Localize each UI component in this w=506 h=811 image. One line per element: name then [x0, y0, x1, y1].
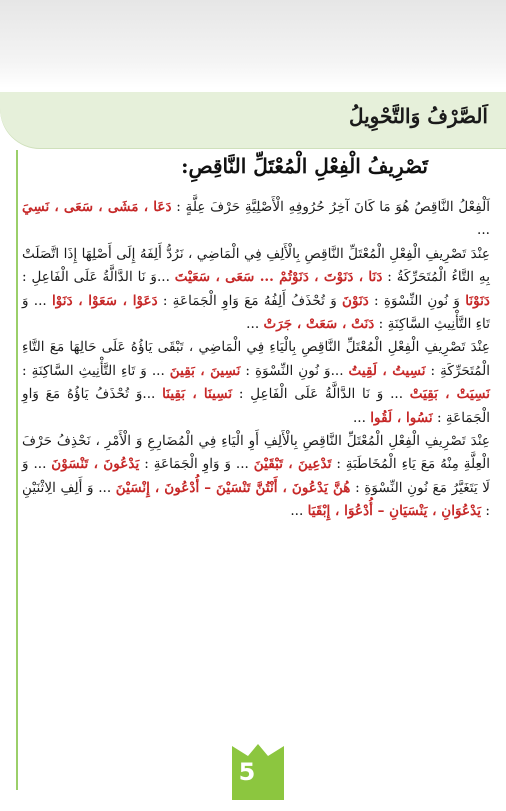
- rule-text: ... وَ لَا يَتَغَيَّرُ مَعَ نُونِ النِّسْوَةِ :: [22, 456, 491, 496]
- rule-text: ...: [352, 409, 371, 426]
- rule-text: اَلْفِعْلُ النَّاقِصُ هُوَ مَا كَانَ آخِرُ حُرُوفِهِ الْأَصْلِيَّةِ حَرْفَ عِلَّةٍ :: [171, 199, 491, 215]
- example-words: نَسِينَ ، بَقِينَ: [169, 362, 241, 379]
- rule-text: عِنْدَ تَصْرِيفِ الْفِعْلِ الْمُعْتَلِّ النَّاقِصِ بِالْيَاءِ فِي الْمَاضِي ، تَبْقَى يَاؤُهُ عَلَى حَالِهَا مَعَ التَّاءِ الْمُتَحَرِّكَةِ :: [22, 339, 491, 379]
- rule-text: وَ تُحْذَفُ أَلِفُهُ مَعَ وَاوِ الْجَمَاعَةِ :: [157, 292, 342, 309]
- rule-text: ... وَ وَاوِ الْجَمَاعَةِ :: [139, 456, 254, 473]
- rule-text: ... وَ تَاءِ التَّأْنِيثِ السَّاكِنَةِ :: [22, 362, 170, 379]
- example-words: نَسِيَتْ ، بَقِيَتْ: [409, 386, 490, 403]
- example-words: يَدْعُوَانِ ، يَنْسَيَانِ – أُدْعُوَا ، إِبْقَيَا: [307, 503, 482, 520]
- example-words: دَنَوْنَ: [341, 292, 369, 309]
- rule-text: ... وَ تَاءِ التَّأْنِيثِ السَّاكِنَةِ :: [22, 292, 490, 333]
- lesson-paragraph: [22, 336, 490, 430]
- lesson-paragraph: [22, 243, 490, 337]
- lesson-paragraph: [22, 196, 490, 243]
- rule-text: ...: [246, 316, 264, 333]
- rule-text: ...وَ نَا الدَّالَّةُ عَلَى الْفَاعِلِ :: [22, 269, 175, 286]
- rule-text: ...: [290, 503, 308, 520]
- rule-text: وَ نُونِ النِّسْوَةِ :: [368, 292, 466, 309]
- example-words: تَدْعِينَ ، تَبْقَيْنَ: [253, 456, 332, 473]
- rule-text: عِنْدَ تَصْرِيفِ الْفِعْلِ الْمُعْتَلِّ النَّاقِصِ بِالْأَلِفِ فِي الْمَاضِي ، نَرُدُّ أَلِفَهُ إِلَى أَصْلِهَا إِذَا اتَّصَلَتْ بِهِ التَّاءُ الْمُتَحَرِّكَةُ :: [22, 245, 490, 286]
- rule-text: ...وَ نُونِ النِّسْوَةِ :: [240, 362, 349, 379]
- rule-text: ...وَ تُحْذَفُ يَاؤُهُ مَعَ وَاوِ الْجَمَاعَةِ :: [22, 386, 490, 426]
- lesson-paragraph: [22, 430, 490, 524]
- page-number: 5: [238, 758, 256, 786]
- example-words: دَعَوْا ، سَعَوْا ، دَنَوْا: [51, 292, 158, 309]
- rule-text: ... وَ نَا الدَّالَّةُ عَلَى الْفَاعِلِ :: [232, 386, 410, 403]
- example-words: نَسِيتُ ، لَقِيتُ: [348, 362, 426, 379]
- rule-text: ...: [477, 222, 490, 239]
- chapter-title: اَلصَّرْفُ وَالتَّحْوِيلُ: [348, 104, 488, 128]
- example-words: دَنَا ، دَنَوْتَ ، دَنَوْتُمْ ... سَعَى ، سَعَيْتَ: [174, 269, 383, 286]
- example-words: نَسُوا ، لَقُوا: [370, 409, 433, 426]
- example-words: هُنَّ يَدْعُونَ ، أَنْتُنَّ تَنْسَيْنَ – أُدْعُونَ ، إِنْسَيْنَ: [115, 479, 351, 496]
- example-words: دَنَتْ ، سَعَتْ ، جَرَتْ: [263, 316, 375, 333]
- example-words: يَدْعُونَ ، تَنْسَوْنَ: [51, 456, 140, 473]
- lesson-body: [22, 196, 490, 524]
- example-words: دَعَا ، مَشَى ، سَعَى ، نَسِيَ: [22, 199, 172, 215]
- section-title: تَصْرِيفُ الْفِعْلِ الْمُعْتَلِّ النَّاقِصِ:: [181, 154, 428, 178]
- top-shade: [0, 0, 506, 88]
- margin-rule: [16, 150, 18, 790]
- example-words: دَنَوْنَا: [465, 292, 490, 309]
- example-words: نَسِينَا ، بَقِينَا: [162, 386, 233, 403]
- rule-text: ... وَ أَلِفِ الِاثْنَيْنِ :: [22, 479, 490, 520]
- rule-text: عِنْدَ تَصْرِيفِ الْفِعْلِ الْمُعْتَلِّ النَّاقِصِ بِالْأَلِفِ أَوِ الْيَاءِ فِي الْمُضَارِعِ وَ الْأَمْرِ ، نَحْذِفُ حَرْفَ الْعِلَّةِ مِنْهُ مَعَ يَاءِ الْمُخَاطَبَةِ :: [22, 433, 490, 473]
